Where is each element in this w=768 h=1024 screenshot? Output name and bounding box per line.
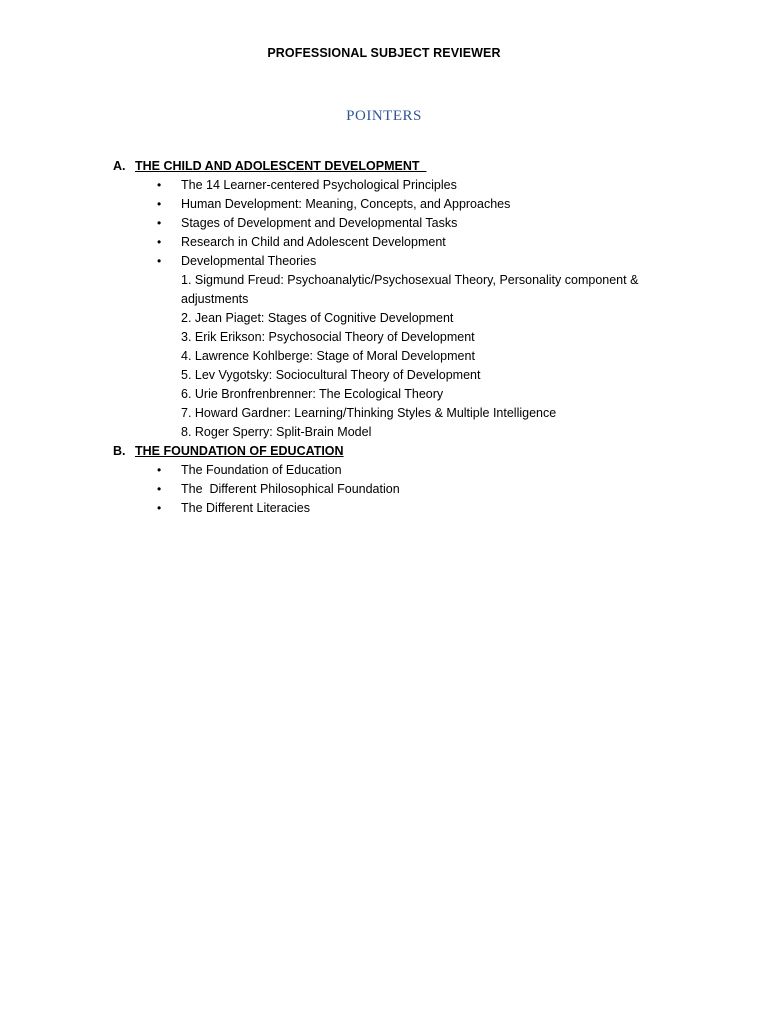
list-item (113, 176, 673, 195)
section-title: THE CHILD AND ADOLESCENT DEVELOPMENT (135, 159, 427, 173)
bullet-text: Human Development: Meaning, Concepts, and Approaches (181, 197, 511, 211)
bullet-icon: • (157, 178, 162, 192)
list-item (113, 252, 673, 271)
list-item (113, 195, 673, 214)
theory-item: 8. Roger Sperry: Split-Brain Model (181, 425, 372, 439)
list-item (113, 233, 673, 252)
theory-item: 5. Lev Vygotsky: Sociocultural Theory of Development (181, 368, 481, 382)
bullet-text: The Different Philosophical Foundation (181, 482, 400, 496)
theory-item: 4. Lawrence Kohlberge: Stage of Moral Development (181, 349, 475, 363)
theories-list (113, 271, 673, 442)
bullet-icon: • (157, 197, 162, 211)
theory-item: 2. Jean Piaget: Stages of Cognitive Development (181, 311, 454, 325)
theory-item: 6. Urie Bronfrenbrenner: The Ecological Theory (181, 387, 444, 401)
bullet-text: The Different Literacies (181, 501, 310, 515)
theory-item: 7. Howard Gardner: Learning/Thinking Styles & Multiple Intelligence (181, 406, 557, 420)
bullet-text: Research in Child and Adolescent Development (181, 235, 446, 249)
document-title: POINTERS (346, 108, 422, 124)
theory-item: 3. Erik Erikson: Psychosocial Theory of Development (181, 330, 475, 344)
bullet-icon: • (157, 501, 162, 515)
list-item (113, 480, 673, 499)
bullet-icon: • (157, 235, 162, 249)
section-title: THE FOUNDATION OF EDUCATION (135, 444, 344, 458)
document-header: PROFESSIONAL SUBJECT REVIEWER (267, 46, 501, 60)
section-b-bullets (113, 461, 673, 518)
bullet-icon: • (157, 463, 162, 477)
list-item (113, 461, 673, 480)
bullet-icon: • (157, 254, 162, 268)
list-item (113, 214, 673, 233)
list-item (113, 499, 673, 518)
theory-item: 1. Sigmund Freud: Psychoanalytic/Psychosexual Theory, Personality component & adjustments (181, 273, 639, 306)
section-heading-b (113, 442, 673, 461)
section-a-bullets (113, 176, 673, 271)
pointers-outline (113, 157, 673, 518)
section-letter: A. (113, 159, 126, 173)
section-letter: B. (113, 444, 126, 458)
bullet-text: Stages of Development and Developmental Tasks (181, 216, 458, 230)
bullet-icon: • (157, 216, 162, 230)
bullet-text: The Foundation of Education (181, 463, 342, 477)
bullet-text: Developmental Theories (181, 254, 317, 268)
bullet-icon: • (157, 482, 162, 496)
bullet-text: The 14 Learner-centered Psychological Principles (181, 178, 457, 192)
section-heading-a (113, 157, 673, 176)
